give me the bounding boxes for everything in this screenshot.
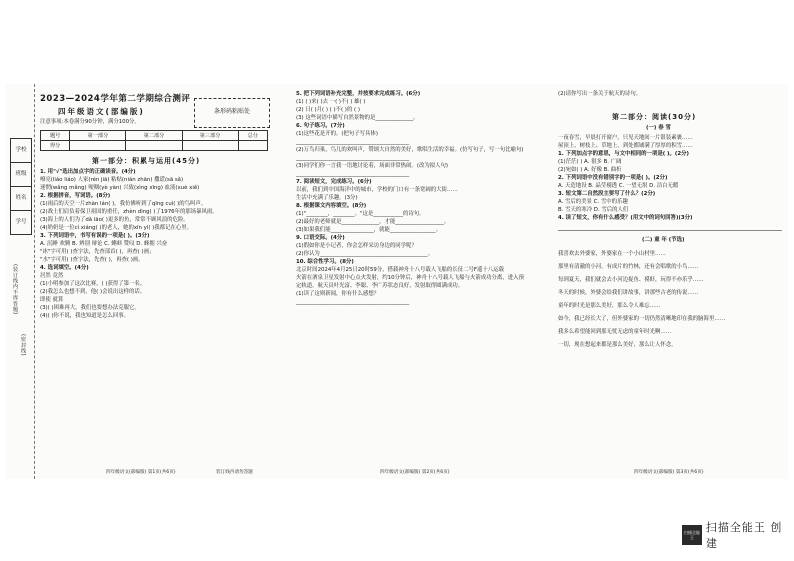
question-line: 迷惘(wǎng mǎng) 哽咽(yè yàn) 兴致(xìng xīng) 血液(xuè xiě) [40,185,200,191]
question-line: (2)最好的老师就是______________，才能__________________。 [296,219,450,225]
answer-line[interactable]: __________________________________________ [296,155,410,161]
exam-title: 2023—2024学年第二学期综合测评 [40,94,191,104]
seal-note: (密封线) [20,334,26,357]
question-line: 10. 综合性学习。(8分) [296,259,354,265]
question-line: 定轨道。航天员叶光富、李聪、李广苏状态良好，发射取得圆满成功。 [296,283,464,289]
student-info-box [10,138,32,235]
question-line: (3)同学们你一言我一语地讨论着，场面非常热闹。(改为拟人句) [296,163,448,169]
question-line: "冰"字可用( )查字法，先查部首( )，再查( )画； [40,249,155,255]
score-header: 第一部分 [70,131,126,141]
page-footer-note: 装订线内请勿答题 [216,470,253,475]
page-footer: 四年级语文(部编版) 第3页(共6页) [634,470,704,475]
barcode-area: 条形码粘贴处 [194,98,270,128]
passage-line: 我喜欢去外婆家，外婆家在一个小山村里…… [558,251,666,257]
scanner-logo-icon: 扫描全能王 [682,525,702,545]
question-line: 2. 下列词语中没有错别字的一项是( )。(2分) [558,175,668,181]
question-line: 7. 阅读短文，完成练习。(6分) [296,179,372,185]
passage-line: 一夜春雪，早晨打开窗户，只见天地间一片银装素裹…… [558,135,693,141]
questions-page-1 [40,168,280,320]
side-label-class: 班级 [11,163,31,187]
score-header: 总分 [238,131,267,141]
question-line: (1)读了这则新闻，你有什么感想？ [296,291,380,297]
question-line: B. 雪天的寒冷 D. 雪后的人们 [558,207,629,213]
question-line: 居然 竟然 [40,273,64,279]
score-cell[interactable] [182,141,238,151]
question-line: (1) ( )来( )去 一( )不( ) 雄( ) [296,99,366,105]
question-line: (3)如果我们能________________，就能_________________。 [296,227,442,233]
question-line: (1)雨后的天空一片zhàn lán( )，我仿佛听到了qīng cuì( )的鸟叫声。 [40,201,207,207]
watermark-text: 扫描全能王 创建 [705,521,783,550]
passage-line: 每到夏天，我们就会去小河边捉鱼、摸虾，玩得不亦乐乎…… [558,277,704,283]
reading-2 [558,248,784,352]
question-line: (2)你认为________________________________________。 [296,251,434,257]
page-footer: 四年级语文(部编版) 第1页(共6页) [106,470,176,475]
question-line: (1)这些花是开的。(把句子写具体) [296,131,378,137]
question-line: 即使 就算 [40,297,64,303]
passage-line: 屋顶上、树枝上、草地上，到处都铺满了厚厚的积雪…… [558,143,693,149]
question-line: A. 沉睡 欢腾 B. 辨别 辩论 C. 蝌蚪 赞叹 D. 蜂拥 兴奋 [40,241,168,247]
page-footer: 四年级语文(部编版) 第2页(共6页) [380,470,450,475]
score-cell[interactable] [126,141,182,151]
passage-line: 那里有清澈的小河，有成片的竹林，还有会唱歌的小鸟…… [558,264,699,270]
question-line: A. 天造地设 B. 晶莹剔透 C. 一望无垠 D. 洁白无暇 [558,183,679,189]
question-line: (2)万鸟归巢，鸟儿的欢叫声，赞颂大自然的美好，歌唱生活的幸福。(仿写句子，写一句比喻句) [296,147,524,153]
answer-line[interactable]: __________________________________________ [296,139,410,145]
question-line: 3. 下列词语中，书写有误的一项是( )。(3分) [40,233,150,239]
question-line: (1)小明参加了这次比赛，( )获得了第一名。 [40,281,146,287]
question-line: (1)假如你是小记者，你会怎样采访身边的同学呢？ [296,243,417,249]
question-line: (2)宛如( ) A. 好像 B. 曲折 [558,167,622,173]
passage-line: 童年的时光是那么美好，那么令人难忘…… [558,303,661,309]
question-line: 4. 读了短文，你有什么感受？(用文中的词句回答)(3分) [558,215,693,221]
reading-2-title: (二) 童 年 (节选) [642,237,685,243]
question-line: (4)( )你不说，我也知道是怎么回事。 [40,313,130,319]
passage-line: 我多么希望能回到那无忧无虑的童年时光啊…… [558,329,672,335]
passage-line: 冬天的时候，外婆会给我们讲故事，讲那些古老的传说…… [558,290,699,296]
question-line: (1)"________，________。"这是___________的诗句。 [296,211,425,217]
question-line: (2)战士们肩负着保卫祖国的重任，zhèn dìng( )了1976年的那场暴风雨。 [40,209,218,215]
question-line: (4)奶奶是一位cí xiáng( )的老人，她的xīn yì( )我都记在心里。 [40,225,193,231]
question-line: 3. 短文第二自然段主要写了什么？(2分) [558,191,656,197]
scanner-watermark [682,521,794,550]
question-line: A. 雪后的美景 C. 雪中的乐趣 [558,199,628,205]
score-header: 第三部分 [182,131,238,141]
questions-page-2 [296,90,544,306]
side-label-school: 学校 [11,139,31,163]
exam-page-2 [288,84,550,479]
question-line: 4. 选词填空。(4分) [40,265,89,271]
side-label-name: 姓名 [11,187,31,211]
reading-1 [558,134,784,222]
answer-line[interactable] [558,230,782,231]
question-line: 6. 句子练习。(7分) [296,123,345,129]
instructions: 注意事项:本卷满分90分钟，满分100分。 [40,119,140,125]
question-line: 嘹亮(liáo liáo) 人家(rén jiā) 粘贴(nián zhān) 撒谎(sā sǎ) [40,177,184,183]
question-line: (1)茫茫( ) A. 很多 B. 广阔 [558,159,622,165]
question-line: 5. 把下列词语补充完整，并按要求完成练习。(6分) [296,91,421,97]
question-line: (3)( )困难再大，我们也要想办法克服它。 [40,305,140,311]
question-line: (2)请你写出一条关于航天的诗句。 [558,91,642,97]
score-table [40,130,268,151]
question-line: 9. 口语交际。(4分) [296,235,345,241]
score-header: 题号 [41,131,70,141]
question-line: 1. 用"√"选出加点字的正确读音。(4分) [40,169,136,175]
score-row-label: 得分 [41,141,70,151]
question-line: (2)我怎么也想不到，他( )会说出这样的话。 [40,289,146,295]
question-line: "水"字可用( )查字法，先查( )，再查( )画。 [40,257,144,263]
question-line: 北京时间2024年4月25日20时59分，搭载神舟十八号载人飞船的长征二号F遥十八运载 [296,267,504,273]
score-cell[interactable] [238,141,267,151]
question-line: 生活中充满了乐趣。(3分) [296,195,358,201]
passage-line: 如今，我已经长大了，但外婆家的一切仍然清晰地印在我的脑海里…… [558,316,726,322]
question-line: 以前，我们到中国海洋中的城市，学校的门口有一条宽阔的大街…… [296,187,458,193]
binding-note: (装订线内不得答题) [12,264,18,315]
reading-1-title: (一) 春 雪 [646,125,671,131]
score-cell[interactable] [70,141,126,151]
section-1-title: 第一部分：积累与运用(45分) [92,157,201,165]
exam-sheet [6,84,788,479]
question-line: 火箭在酒泉卫星发射中心点火发射，约10分钟后，神舟十八号载人飞船与火箭成功分离，进入预 [296,275,524,281]
question-line: (3)海上的人们为了dǎ lāo( )更多的鱼，常常不顾风浪的危险。 [40,217,189,223]
question-line: 1. 下列加点字的意思，与文中相同的一项是( )。(2分) [558,151,689,157]
exam-page-1 [6,84,288,479]
passage-line: 一切，现在想起来都是那么美好，那么让人怀念。 [558,342,677,348]
score-header: 第二部分 [126,131,182,141]
question-line: (2) 日( )月( ) ( )不( )的 ( ) [296,107,360,113]
answer-line[interactable]: __________________________________________ [296,171,410,177]
subject-title: 四年级语文(部编版) [58,107,145,116]
question-line: 2. 根据拼音，写词语。(8分) [40,193,111,199]
question-line: 8. 根据课文内容填空。(8分) [296,203,367,209]
exam-page-3 [550,84,788,479]
question-line: (3) 这些词语中描写自然景物的是______________。 [296,115,419,121]
side-label-number: 学号 [15,219,27,225]
section-2-title: 第二部分：阅读(30分) [612,113,697,121]
binding-line [34,84,35,479]
answer-line[interactable]: __________________________________________ [296,299,410,305]
